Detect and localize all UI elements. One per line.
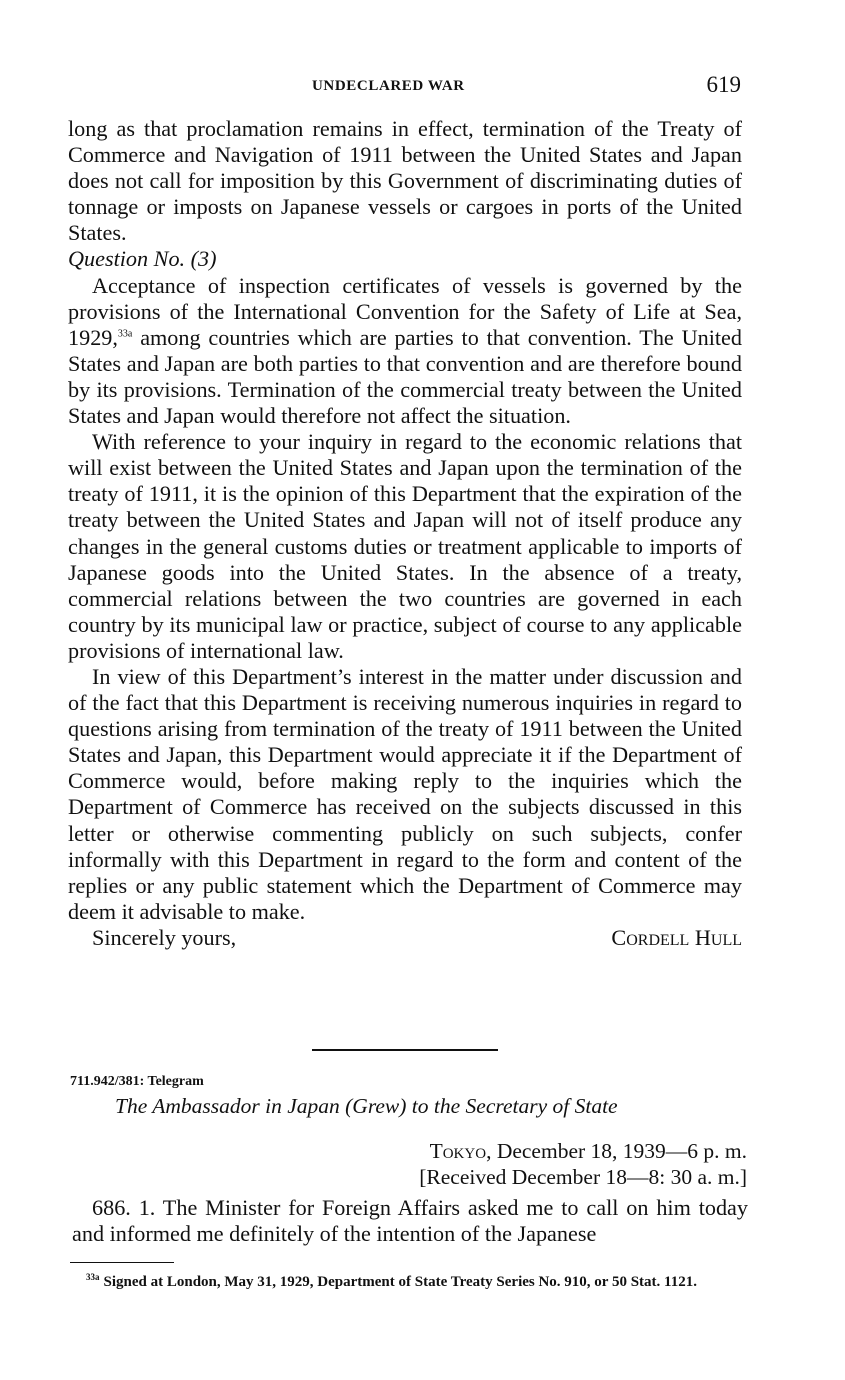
dateline: [419, 1138, 747, 1190]
question-label: Question No.: [68, 246, 186, 272]
paragraph-department-interest: In view of this Department’s interest in the matter under discussion and of the fact that this Department is receiving numerous inquiries in regard to questions arising from termination of the treaty of 1911 between the United States and Japan, this Department would appreciate it if the Department of Commerce would, before making reply to the inquiries which the Department of Commerce has received on the subjects discussed in this letter or otherwise commenting publicly on such subjects, confer informally with this Department in regard to the form and content of the replies or any public statement which the Department of Commerce may deem it advisable to make.: [68, 663, 742, 924]
paragraph-inspection-text: Acceptance of inspection certificates of vessels is governed by the provisions of the International Convention for the Safety of Life at Sea, 1929,: [68, 272, 742, 350]
paragraph-inspection: [68, 273, 742, 430]
page-number: 619: [706, 72, 741, 97]
footnote-divider: [70, 1262, 174, 1263]
file-reference: 711.942/381: Telegram: [70, 1074, 204, 1089]
question-heading: [68, 246, 742, 272]
page-header: [0, 72, 845, 102]
dateline-place: Tokyo: [429, 1139, 487, 1163]
footnote-text: Signed at London, May 31, 1929, Department of State Treaty Series No. 910, or 50 Stat. 1121.: [103, 1274, 697, 1290]
telegram-body: [72, 1195, 748, 1247]
telegram-paragraph: 686. 1. The Minister for Foreign Affairs asked me to call on him today and informed me definitely of the intention of the Japanese: [72, 1195, 748, 1247]
paragraph-economic-relations: With reference to your inquiry in regard to the economic relations that will exist between the United States and Japan upon the termination of the treaty of 1911, it is the opinion of this Department that the expiration of the treaty between the United States and Japan will not of itself produce any changes in the general customs duties or treatment applicable to imports of Japanese goods into the United States. In the absence of a treaty, commercial relations between the two countries are governed in each country by its municipal law or practice, subject of course to any applicable provisions of international law.: [68, 429, 742, 663]
dateline-received: [Received December 18—8: 30 a. m.]: [419, 1165, 747, 1189]
salutation: Sincerely yours,: [92, 924, 237, 950]
letter-closing: [68, 925, 742, 952]
section-divider: [312, 1049, 498, 1051]
footnote-reference[interactable]: 33a: [117, 328, 133, 340]
letter-body: [68, 116, 742, 952]
dateline-date: , December 18, 1939—6 p. m.: [486, 1139, 747, 1163]
footnote: [70, 1267, 750, 1292]
footnote-mark: 33a: [86, 1272, 100, 1282]
running-head: UNDECLARED WAR: [312, 78, 465, 94]
paragraph-inspection-rest: among countries which are parties to that convention. The United States and Japan are both parties to that convention and are therefore bound by its provisions. Termination of the commercial treaty between the United States and Japan would therefore not affect the situation.: [68, 324, 742, 429]
question-number: (3): [190, 246, 217, 272]
dateline-sent: [419, 1138, 747, 1164]
paragraph-continuation: long as that proclamation remains in effect, termination of the Treaty of Commerce and Navigation of 1911 between the United States and Japan does not call for imposition by this Government of discriminating duties of tonnage or imposts on Japanese vessels or cargoes in ports of the United States.: [68, 116, 742, 246]
signature: Cordell Hull: [611, 924, 742, 950]
document-title: The Ambassador in Japan (Grew) to the Secretary of State: [115, 1094, 618, 1118]
